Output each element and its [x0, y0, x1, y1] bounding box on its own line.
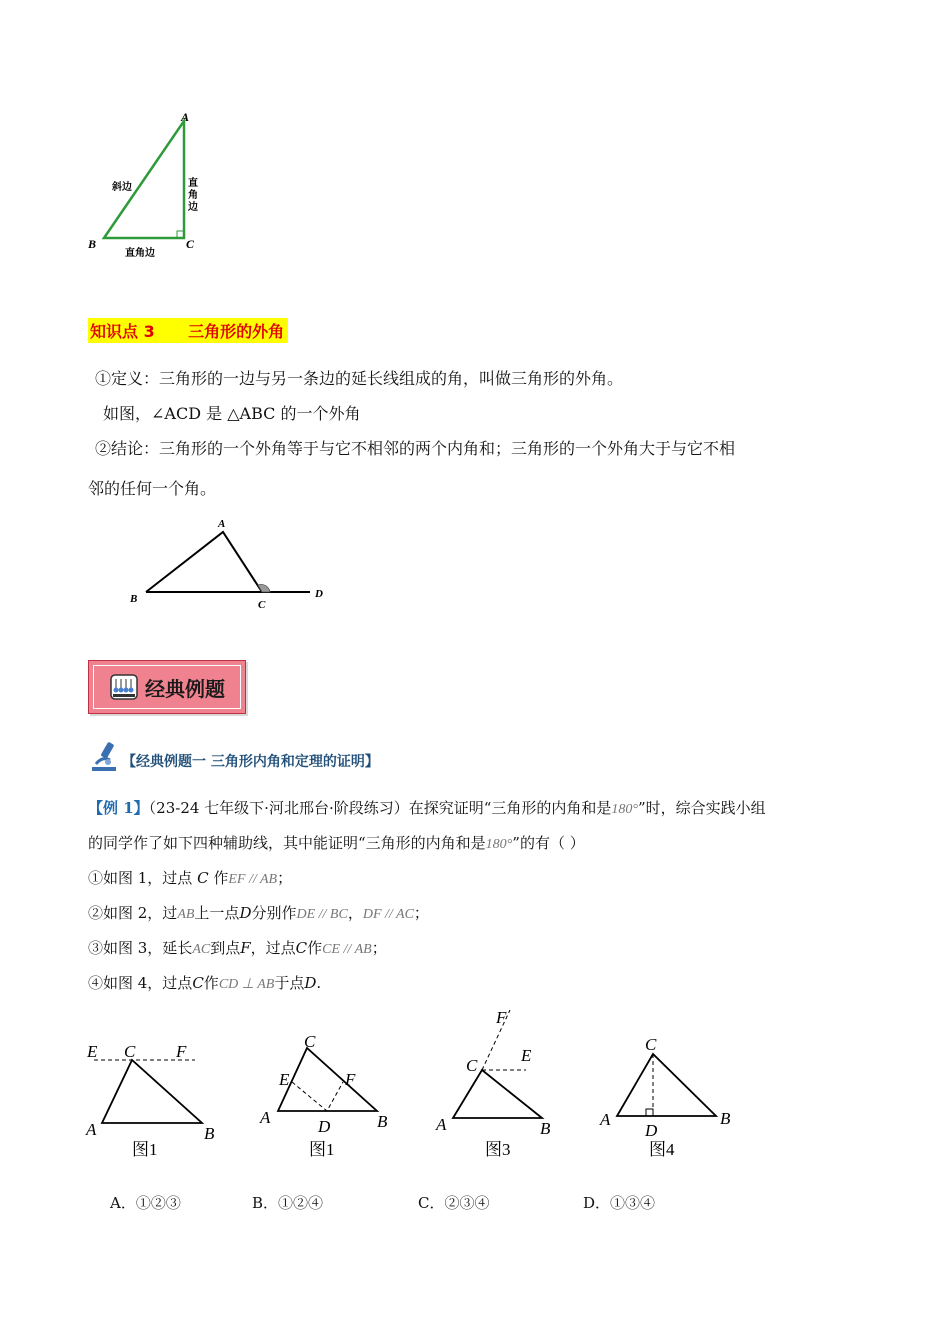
item4-math: CD ⊥ AB: [218, 977, 275, 992]
fig2-label-a: A: [260, 1108, 271, 1127]
angle-180-math-2: 180°: [485, 837, 513, 852]
conclusion-line-2: 邻的任何一个角。: [88, 479, 217, 498]
item1-mid: 作: [213, 869, 229, 887]
example-category-heading: 【经典例题一 三角形内角和定理的证明】: [122, 754, 379, 770]
cradle-icon: [109, 673, 139, 701]
fig2-caption: 图1: [309, 1140, 335, 1159]
item1-point: C: [197, 869, 209, 887]
option-d[interactable]: D．①③④: [583, 1194, 656, 1212]
fig2-label-c: C: [304, 1032, 316, 1051]
figure-4: [599, 1035, 731, 1159]
fig3-label-f: F: [496, 1008, 507, 1027]
fig4-right-angle-marker: [646, 1109, 653, 1116]
horizontal-leg-label: 直角边: [125, 248, 155, 259]
example1-line2-suffix: ”的有（ ）: [512, 834, 585, 852]
auxiliary-line-figures: [80, 1005, 780, 1170]
item3-prefix: ③如图 3，延长: [88, 939, 193, 957]
item4-mid: 作: [203, 974, 219, 992]
option-a[interactable]: A．①②③: [110, 1194, 181, 1212]
exterior-angle-figure: [120, 512, 340, 612]
option-c[interactable]: C．②③④: [418, 1194, 490, 1212]
fig2-label-b: B: [377, 1112, 388, 1131]
item3-mid3: 作: [307, 939, 323, 957]
exterior-angle-arc: [258, 584, 270, 592]
vertical-leg-label-1: 直: [188, 178, 198, 189]
example1-line1-suffix: ”时，综合实践小组: [638, 799, 766, 817]
item2-point: D: [239, 904, 252, 922]
fig2-label-d: D: [318, 1117, 331, 1136]
item4-suffix: .: [316, 974, 322, 992]
item3-math: CE // AB: [322, 942, 372, 957]
fig4-caption: 图4: [649, 1140, 675, 1159]
item-4: [88, 973, 321, 995]
example1-line-1: [88, 798, 766, 820]
angle-180-math: 180°: [611, 802, 638, 817]
point-c-label: C: [258, 599, 266, 611]
vertex-b-label: B: [88, 237, 97, 251]
figure-1: [85, 1042, 215, 1159]
right-triangle-shape: [104, 121, 184, 238]
fig2-triangle: [278, 1048, 377, 1111]
option-b[interactable]: B．①②④: [252, 1194, 324, 1212]
figure-3: [435, 1008, 551, 1159]
item3-point-c: C: [295, 939, 308, 957]
classic-examples-banner: [88, 660, 246, 714]
fig4-label-a: A: [600, 1110, 611, 1129]
fig1-label-c: C: [124, 1042, 136, 1061]
definition-text: ①定义：三角形的一边与另一条边的延长线组成的角，叫做三角形的外角。: [95, 369, 624, 388]
fig1-caption: 图1: [132, 1140, 158, 1159]
item2-math-ab: AB: [177, 907, 195, 922]
conclusion-line-1: ②结论：三角形的一个外角等于与它不相邻的两个内角和；三角形的一个外角大于与它不相: [95, 439, 736, 458]
example1-line-2: [88, 833, 585, 855]
item3-point-f: F: [240, 939, 251, 957]
fig3-label-b: B: [540, 1119, 551, 1138]
vertical-leg-label-2: 角: [188, 190, 198, 201]
fig4-label-d: D: [645, 1121, 658, 1140]
figure-2: [259, 1032, 388, 1159]
item2-math-2: DF // AC: [362, 907, 414, 922]
item2-suffix: ；: [413, 904, 429, 922]
item1-suffix: ；: [277, 869, 293, 887]
vertical-leg-label-3: 边: [188, 202, 198, 213]
fig3-caption: 图3: [485, 1140, 511, 1159]
fig2-label-f: F: [345, 1070, 356, 1089]
fig1-label-f: F: [176, 1042, 187, 1061]
point-b-label: B: [130, 593, 138, 605]
fig3-label-a: A: [436, 1115, 447, 1134]
fig1-triangle: [102, 1060, 202, 1123]
item2-prefix: ②如图 2，过: [88, 904, 178, 922]
vertex-c-label: C: [186, 237, 195, 251]
item-3: [88, 938, 387, 960]
microscope-icon: [88, 740, 122, 774]
item4-prefix: ④如图 4，过点: [88, 974, 193, 992]
fig2-dashed-edf: [292, 1082, 343, 1111]
fig4-triangle: [617, 1054, 716, 1116]
hypotenuse-label: 斜边: [112, 182, 132, 193]
fig4-label-c: C: [645, 1035, 657, 1054]
item2-mid: 上一点: [194, 904, 240, 922]
item2-mid2: 分别作: [251, 904, 297, 922]
item4-point-c: C: [192, 974, 204, 992]
item1-prefix: ①如图 1，过点: [88, 869, 193, 887]
example1-label: 【例 1】: [88, 799, 149, 817]
fig3-triangle: [453, 1070, 542, 1118]
fig1-label-e: E: [87, 1042, 98, 1061]
fig3-label-c: C: [466, 1056, 478, 1075]
item1-math: EF // AB: [228, 872, 278, 887]
item3-mid: 到点: [210, 939, 241, 957]
item4-mid2: 于点: [274, 974, 305, 992]
section-title: 知识点 3 三角形的外角: [88, 318, 288, 343]
fig1-label-b: B: [204, 1124, 215, 1143]
item-2: [88, 903, 429, 925]
fig3-label-e: E: [521, 1046, 532, 1065]
right-triangle-figure: [80, 110, 210, 265]
vertex-a-label: A: [181, 110, 190, 124]
point-a-label: A: [218, 518, 226, 530]
item2-math-1: DE // BC: [296, 907, 348, 922]
fig2-label-e: E: [279, 1070, 290, 1089]
fig1-label-a: A: [86, 1120, 97, 1139]
example1-source: （23-24 七年级下·河北邢台·阶段练习）在探究证明“三角形的内角和是: [148, 799, 612, 817]
item4-point-d: D: [304, 974, 317, 992]
fig4-label-b: B: [720, 1109, 731, 1128]
item3-suffix: ；: [371, 939, 387, 957]
point-d-label: D: [315, 588, 323, 600]
example1-line2-prefix: 的同学作了如下四种辅助线，其中能证明“三角形的内角和是: [88, 834, 486, 852]
banner-title: 经典例题: [145, 677, 225, 701]
item-1: [88, 868, 292, 890]
item3-mid2: ，过点: [250, 939, 296, 957]
example-text: 如图，∠ACD 是 △ABC 的一个外角: [103, 404, 361, 423]
triangle-abc: [146, 532, 262, 592]
item3-math-ac: AC: [192, 942, 211, 957]
item2-comma: ，: [347, 904, 363, 922]
